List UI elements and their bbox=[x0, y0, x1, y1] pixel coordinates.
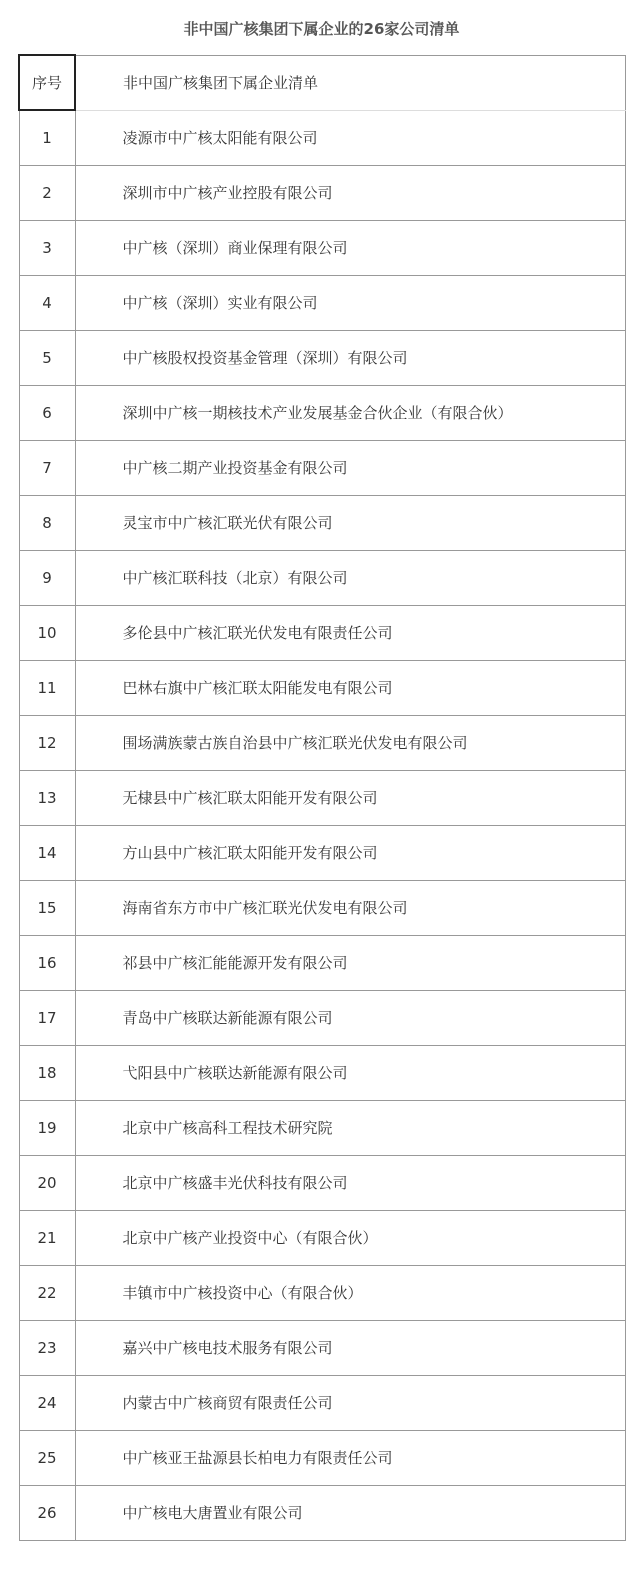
row-company-name-cell: 嘉兴中广核电技术服务有限公司 bbox=[75, 1320, 626, 1375]
row-company-name-cell: 中广核（深圳）商业保理有限公司 bbox=[75, 220, 626, 275]
table-row bbox=[19, 440, 626, 495]
row-index-cell: 14 bbox=[19, 825, 75, 880]
table-row bbox=[19, 1155, 626, 1210]
row-company-name-cell: 中广核股权投资基金管理（深圳）有限公司 bbox=[75, 330, 626, 385]
row-index-cell: 13 bbox=[19, 770, 75, 825]
row-company-name-cell: 方山县中广核汇联太阳能开发有限公司 bbox=[75, 825, 626, 880]
page-title: 非中国广核集团下属企业的26家公司清单 bbox=[183, 20, 460, 38]
row-company-name-cell: 多伦县中广核汇联光伏发电有限责任公司 bbox=[75, 605, 626, 660]
table-row bbox=[19, 605, 626, 660]
row-index-cell: 2 bbox=[19, 165, 75, 220]
table-row bbox=[19, 825, 626, 880]
row-index-cell: 8 bbox=[19, 495, 75, 550]
table-row bbox=[19, 880, 626, 935]
row-company-name-cell: 北京中广核产业投资中心（有限合伙） bbox=[75, 1210, 626, 1265]
row-index-cell: 24 bbox=[19, 1375, 75, 1430]
row-company-name-cell: 巴林右旗中广核汇联太阳能发电有限公司 bbox=[75, 660, 626, 715]
table-body bbox=[19, 55, 626, 1540]
row-index-cell: 20 bbox=[19, 1155, 75, 1210]
table-row bbox=[19, 330, 626, 385]
table-row bbox=[19, 495, 626, 550]
table-row bbox=[19, 1320, 626, 1375]
table-row bbox=[19, 935, 626, 990]
row-company-name-cell: 祁县中广核汇能能源开发有限公司 bbox=[75, 935, 626, 990]
row-company-name-cell: 深圳市中广核产业控股有限公司 bbox=[75, 165, 626, 220]
row-index-cell: 23 bbox=[19, 1320, 75, 1375]
row-index-cell: 26 bbox=[19, 1485, 75, 1540]
row-company-name-cell: 中广核二期产业投资基金有限公司 bbox=[75, 440, 626, 495]
row-index-cell: 5 bbox=[19, 330, 75, 385]
table-header-row bbox=[19, 55, 626, 110]
table-row bbox=[19, 1485, 626, 1540]
table-row bbox=[19, 660, 626, 715]
row-company-name-cell: 内蒙古中广核商贸有限责任公司 bbox=[75, 1375, 626, 1430]
table-row bbox=[19, 1100, 626, 1155]
table-row bbox=[19, 385, 626, 440]
table-row bbox=[19, 1375, 626, 1430]
table-row bbox=[19, 550, 626, 605]
table-row bbox=[19, 1265, 626, 1320]
company-list-table bbox=[18, 54, 626, 1541]
row-index-cell: 17 bbox=[19, 990, 75, 1045]
row-index-cell: 15 bbox=[19, 880, 75, 935]
row-index-cell: 18 bbox=[19, 1045, 75, 1100]
row-company-name-cell: 青岛中广核联达新能源有限公司 bbox=[75, 990, 626, 1045]
row-index-cell: 10 bbox=[19, 605, 75, 660]
row-company-name-cell: 中广核汇联科技（北京）有限公司 bbox=[75, 550, 626, 605]
row-company-name-cell: 中广核电大唐置业有限公司 bbox=[75, 1485, 626, 1540]
row-company-name-cell: 中广核亚王盐源县长柏电力有限责任公司 bbox=[75, 1430, 626, 1485]
row-index-cell: 11 bbox=[19, 660, 75, 715]
row-company-name-cell: 无棣县中广核汇联太阳能开发有限公司 bbox=[75, 770, 626, 825]
header-index-cell: 序号 bbox=[19, 55, 75, 110]
row-index-cell: 19 bbox=[19, 1100, 75, 1155]
row-company-name-cell: 弋阳县中广核联达新能源有限公司 bbox=[75, 1045, 626, 1100]
table-row bbox=[19, 220, 626, 275]
row-company-name-cell: 围场满族蒙古族自治县中广核汇联光伏发电有限公司 bbox=[75, 715, 626, 770]
row-company-name-cell: 深圳中广核一期核技术产业发展基金合伙企业（有限合伙） bbox=[75, 385, 626, 440]
row-index-cell: 25 bbox=[19, 1430, 75, 1485]
table-row bbox=[19, 110, 626, 165]
row-company-name-cell: 中广核（深圳）实业有限公司 bbox=[75, 275, 626, 330]
row-index-cell: 1 bbox=[19, 110, 75, 165]
row-company-name-cell: 北京中广核盛丰光伏科技有限公司 bbox=[75, 1155, 626, 1210]
row-index-cell: 4 bbox=[19, 275, 75, 330]
row-company-name-cell: 海南省东方市中广核汇联光伏发电有限公司 bbox=[75, 880, 626, 935]
row-company-name-cell: 北京中广核高科工程技术研究院 bbox=[75, 1100, 626, 1155]
row-company-name-cell: 凌源市中广核太阳能有限公司 bbox=[75, 110, 626, 165]
row-index-cell: 9 bbox=[19, 550, 75, 605]
row-index-cell: 22 bbox=[19, 1265, 75, 1320]
row-index-cell: 6 bbox=[19, 385, 75, 440]
row-index-cell: 21 bbox=[19, 1210, 75, 1265]
row-company-name-cell: 丰镇市中广核投资中心（有限合伙） bbox=[75, 1265, 626, 1320]
table-row bbox=[19, 165, 626, 220]
row-index-cell: 16 bbox=[19, 935, 75, 990]
row-index-cell: 7 bbox=[19, 440, 75, 495]
table-row bbox=[19, 990, 626, 1045]
table-row bbox=[19, 1430, 626, 1485]
header-name-cell: 非中国广核集团下属企业清单 bbox=[75, 55, 626, 110]
table-row bbox=[19, 275, 626, 330]
row-index-cell: 3 bbox=[19, 220, 75, 275]
table-row bbox=[19, 770, 626, 825]
row-index-cell: 12 bbox=[19, 715, 75, 770]
table-row bbox=[19, 1045, 626, 1100]
row-company-name-cell: 灵宝市中广核汇联光伏有限公司 bbox=[75, 495, 626, 550]
table-row bbox=[19, 1210, 626, 1265]
table-row bbox=[19, 715, 626, 770]
